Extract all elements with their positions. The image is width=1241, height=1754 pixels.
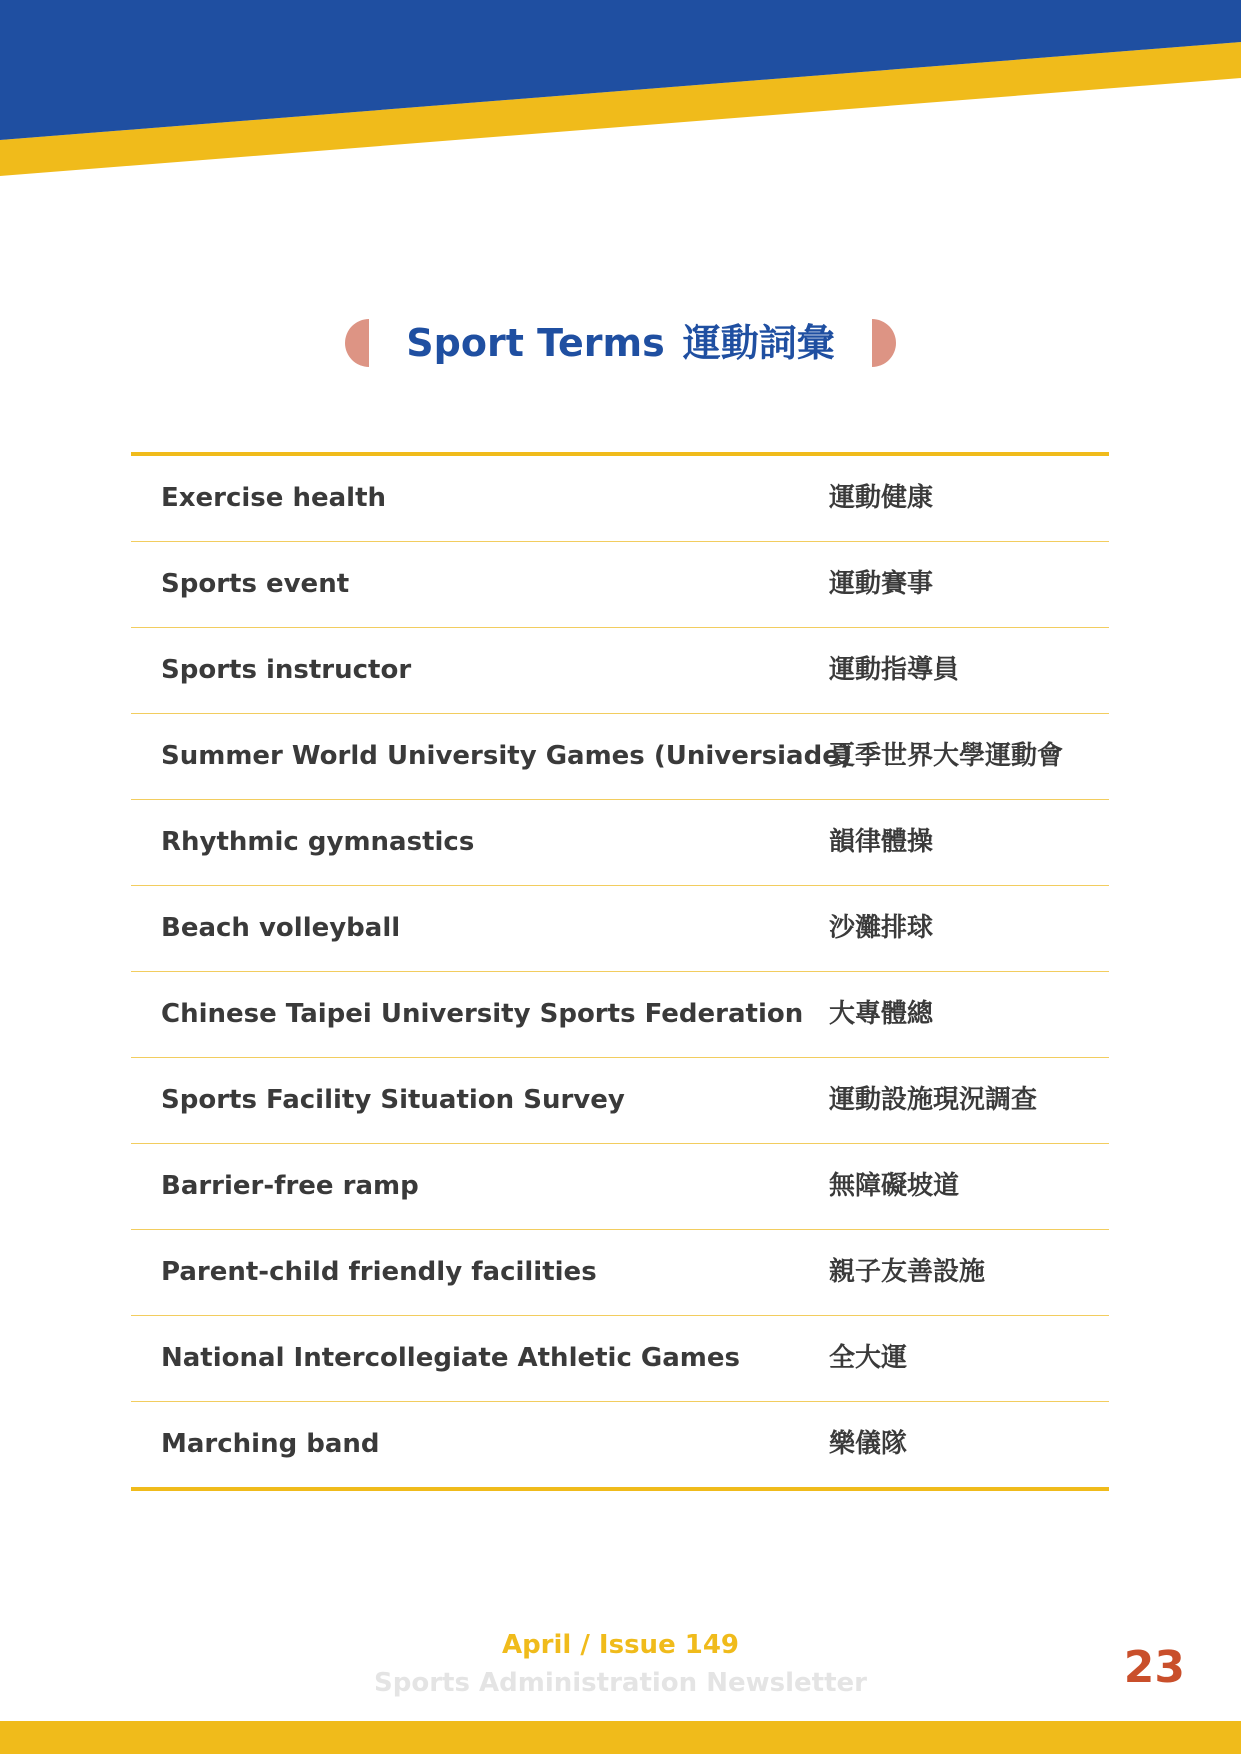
page-title	[369, 316, 872, 370]
term-english: Parent-child friendly facilities	[161, 1257, 597, 1287]
term-row	[131, 800, 1109, 886]
term-chinese: 沙灘排球	[829, 913, 934, 943]
term-english: Sports event	[161, 569, 350, 599]
title-chinese: 運動詞彙	[682, 321, 835, 365]
term-english: National Intercollegiate Athletic Games	[161, 1343, 741, 1373]
term-chinese: 大專體總	[829, 999, 934, 1029]
term-chinese: 運動設施現況調查	[829, 1085, 1038, 1115]
section-title	[345, 316, 896, 370]
term-english: Sports Facility Situation Survey	[161, 1085, 625, 1115]
term-row	[131, 1058, 1109, 1144]
term-chinese: 運動賽事	[829, 569, 934, 599]
term-row	[131, 886, 1109, 972]
term-english: Summer World University Games (Universiade)	[161, 741, 852, 771]
term-chinese: 樂儀隊	[829, 1429, 908, 1459]
term-row	[131, 1402, 1109, 1487]
term-row	[131, 1144, 1109, 1230]
term-row	[131, 1230, 1109, 1316]
term-english: Sports instructor	[161, 655, 412, 685]
term-row	[131, 714, 1109, 800]
title-left-half-circle	[345, 319, 369, 367]
term-chinese: 無障礙坡道	[829, 1171, 960, 1201]
term-chinese: 親子友善設施	[829, 1257, 986, 1287]
title-english: Sport Terms	[406, 321, 665, 365]
term-chinese: 夏季世界大學運動會	[829, 741, 1064, 771]
footer-issue: April / Issue 149	[501, 1630, 740, 1660]
term-row	[131, 542, 1109, 628]
term-english: Marching band	[161, 1429, 380, 1459]
term-english: Exercise health	[161, 483, 387, 513]
term-english: Rhythmic gymnastics	[161, 827, 475, 857]
term-row	[131, 456, 1109, 542]
footer-bar	[0, 1721, 1241, 1754]
footer-newsletter-name: Sports Administration Newsletter	[374, 1668, 867, 1698]
title-right-half-circle	[872, 319, 896, 367]
terms-table	[131, 452, 1109, 1491]
term-row	[131, 972, 1109, 1058]
page-number: 23	[1123, 1642, 1185, 1693]
term-chinese: 運動健康	[829, 483, 934, 513]
term-chinese: 韻律體操	[829, 827, 934, 857]
term-english: Chinese Taipei University Sports Federation	[161, 999, 804, 1029]
term-english: Beach volleyball	[161, 913, 401, 943]
term-english: Barrier-free ramp	[161, 1171, 419, 1201]
header-banner	[0, 0, 1241, 180]
term-row	[131, 1316, 1109, 1402]
term-chinese: 運動指導員	[829, 655, 960, 685]
term-chinese: 全大運	[829, 1343, 908, 1373]
term-row	[131, 628, 1109, 714]
